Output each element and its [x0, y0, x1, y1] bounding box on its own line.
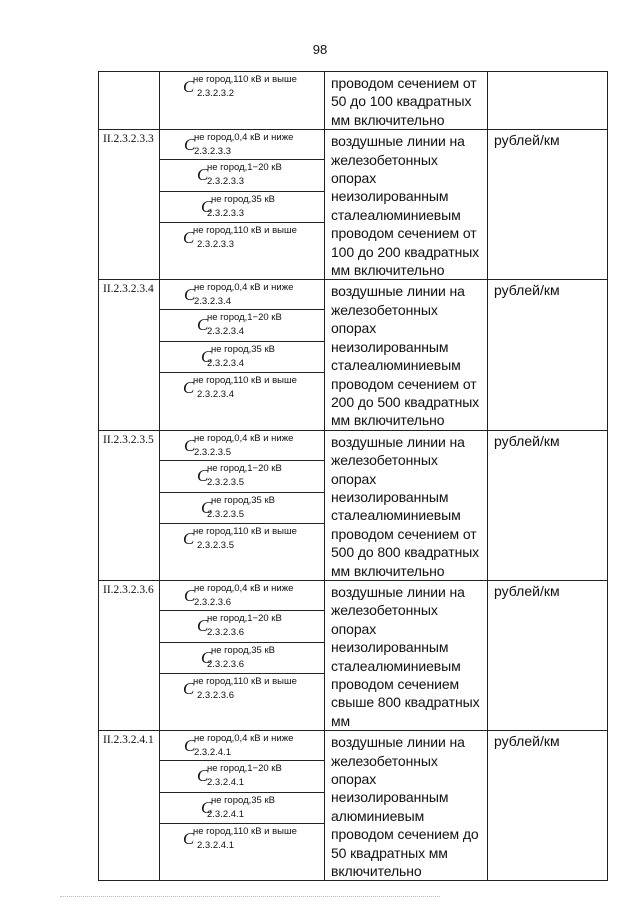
- formula-cell: [160, 280, 325, 430]
- formula-superscript: не город,35 кВ: [211, 494, 275, 506]
- item-code: II.2.3.2.4.1: [99, 731, 160, 881]
- formula-superscript: не город,35 кВ: [211, 194, 275, 206]
- formula-symbol: C: [184, 736, 196, 756]
- formula-subcell: [160, 192, 324, 223]
- formula-superscript: не город,110 кВ и выше: [193, 225, 297, 237]
- formula-subscript: 2.3.2.3.5: [207, 476, 244, 488]
- formula-subscript: 2.3.2.3.6: [194, 596, 231, 608]
- page-number: 98: [312, 42, 328, 57]
- formula-symbol: C: [183, 378, 195, 398]
- formula-subscript: 2.3.2.4.1: [197, 840, 234, 852]
- formula-superscript: не город,35 кВ: [211, 644, 275, 656]
- formula-subcell: [160, 280, 324, 310]
- table-row: [99, 280, 608, 430]
- formula-subscript: 2.3.2.3.5: [207, 508, 244, 520]
- formula-symbol: C: [197, 465, 209, 485]
- formula-subscript: 2.3.2.4.1: [207, 777, 244, 789]
- formula-subcell: [160, 72, 324, 101]
- formula-symbol: C: [197, 315, 209, 335]
- formula-symbol: C: [183, 228, 195, 248]
- formula-subscript: 2.3.2.3.3: [207, 176, 244, 188]
- formula-subscript: 2.3.2.3.3: [207, 208, 244, 220]
- formula-symbol: C: [201, 647, 213, 667]
- formula-symbol: C: [184, 135, 196, 155]
- formula-superscript: не город,1−20 кВ: [207, 763, 282, 775]
- formula-superscript: не город,0,4 кВ и ниже: [194, 132, 294, 144]
- formula-cell: [160, 72, 325, 130]
- formula-subscript: 2.3.2.3.3: [197, 239, 234, 251]
- formula-symbol: C: [201, 497, 213, 517]
- formula-subscript: 2.3.2.3.6: [207, 658, 244, 670]
- formula-subcell: [160, 223, 324, 271]
- formula-symbol: C: [201, 798, 213, 818]
- formula-subscript: 2.3.2.3.6: [197, 689, 234, 701]
- item-code: [99, 72, 160, 130]
- formula-symbol: C: [197, 766, 209, 786]
- formula-symbol: C: [184, 435, 196, 455]
- formula-subscript: 2.3.2.3.5: [197, 539, 234, 551]
- formula-subcell: [160, 793, 324, 824]
- formula-subcell: [160, 824, 324, 872]
- formula-superscript: не город,1−20 кВ: [207, 162, 282, 174]
- formula-subscript: 2.3.2.3.5: [194, 446, 231, 458]
- item-description: воздушные линии на железобетонных опорах неизолированным алюминиевым проводом сечением до 50 квадратных мм включительно: [325, 731, 488, 881]
- formula-symbol: C: [197, 615, 209, 635]
- formula-subcell: [160, 130, 324, 160]
- unit-of-measure: рублей/км: [488, 731, 608, 881]
- formula-subscript: 2.3.2.3.4: [194, 296, 231, 308]
- formula-symbol: C: [183, 77, 195, 96]
- item-description: воздушные линии на железобетонных опорах неизолированным сталеалюминиевым проводом сечением от 100 до 200 квадратных мм включительно: [325, 130, 488, 280]
- formula-subcell: [160, 611, 324, 643]
- unit-of-measure: [488, 72, 608, 130]
- formula-cell: [160, 580, 325, 730]
- formula-symbol: C: [183, 678, 195, 698]
- formula-superscript: не город,110 кВ и выше: [193, 826, 297, 838]
- formula-subcell: [160, 310, 324, 342]
- item-description: проводом сечением от 50 до 100 квадратных мм включительно: [325, 72, 488, 130]
- formula-superscript: не город,0,4 кВ и ниже: [194, 432, 294, 444]
- item-code: II.2.3.2.3.3: [99, 130, 160, 280]
- formula-superscript: не город,110 кВ и выше: [193, 675, 297, 687]
- table-row: [99, 580, 608, 730]
- formula-superscript: не город,1−20 кВ: [207, 312, 282, 324]
- formula-superscript: не город,0,4 кВ и ниже: [194, 282, 294, 294]
- formula-subscript: 2.3.2.3.6: [207, 626, 244, 638]
- item-description: воздушные линии на железобетонных опорах неизолированным сталеалюминиевым проводом сечением свыше 800 квадратных мм: [325, 580, 488, 730]
- item-description: воздушные линии на железобетонных опорах неизолированным сталеалюминиевым проводом сечением от 500 до 800 квадратных мм включительно: [325, 430, 488, 580]
- item-code: II.2.3.2.3.6: [99, 580, 160, 730]
- formula-subcell: [160, 674, 324, 722]
- item-code: II.2.3.2.3.4: [99, 280, 160, 430]
- formula-subcell: [160, 493, 324, 524]
- formula-subscript: 2.3.2.3.4: [207, 358, 244, 370]
- unit-of-measure: рублей/км: [488, 280, 608, 430]
- table-row: [99, 130, 608, 280]
- formula-symbol: C: [184, 585, 196, 605]
- formula-subscript: 2.3.2.3.4: [207, 326, 244, 338]
- tariff-table-body: [99, 72, 608, 881]
- formula-subscript: 2.3.2.3.4: [197, 389, 234, 401]
- formula-superscript: не город,1−20 кВ: [207, 462, 282, 474]
- formula-symbol: C: [184, 285, 196, 305]
- formula-subscript: 2.3.2.3.2: [197, 88, 234, 99]
- formula-symbol: C: [201, 347, 213, 367]
- item-description: воздушные линии на железобетонных опорах неизолированным сталеалюминиевым проводом сечением от 200 до 500 квадратных мм включительно: [325, 280, 488, 430]
- formula-symbol: C: [183, 528, 195, 548]
- tariff-table: [98, 71, 608, 881]
- formula-subcell: [160, 731, 324, 761]
- formula-symbol: C: [197, 165, 209, 185]
- table-row: [99, 72, 608, 130]
- formula-symbol: C: [183, 829, 195, 849]
- formula-superscript: не город,0,4 кВ и ниже: [194, 582, 294, 594]
- formula-subcell: [160, 160, 324, 192]
- formula-superscript: не город,110 кВ и выше: [193, 525, 297, 537]
- unit-of-measure: рублей/км: [488, 430, 608, 580]
- formula-subcell: [160, 373, 324, 421]
- formula-superscript: не город,1−20 кВ: [207, 612, 282, 624]
- formula-superscript: не город,110 кВ и выше: [193, 375, 297, 387]
- formula-symbol: C: [201, 197, 213, 217]
- formula-superscript: не город,0,4 кВ и ниже: [194, 733, 294, 745]
- formula-cell: [160, 130, 325, 280]
- table-row: [99, 430, 608, 580]
- formula-subscript: 2.3.2.4.1: [194, 747, 231, 759]
- table-row: [99, 731, 608, 881]
- formula-superscript: не город,35 кВ: [211, 795, 275, 807]
- formula-subcell: [160, 643, 324, 674]
- formula-subcell: [160, 524, 324, 572]
- formula-cell: [160, 430, 325, 580]
- page-bottom-rule: [60, 896, 440, 897]
- formula-subcell: [160, 431, 324, 461]
- unit-of-measure: рублей/км: [488, 580, 608, 730]
- formula-subcell: [160, 342, 324, 373]
- formula-cell: [160, 731, 325, 881]
- unit-of-measure: рублей/км: [488, 130, 608, 280]
- formula-subcell: [160, 761, 324, 793]
- formula-subscript: 2.3.2.4.1: [207, 809, 244, 821]
- formula-subscript: 2.3.2.3.3: [194, 146, 231, 158]
- formula-superscript: не город,110 кВ и выше: [193, 74, 297, 85]
- formula-subcell: [160, 581, 324, 611]
- formula-superscript: не город,35 кВ: [211, 344, 275, 356]
- item-code: II.2.3.2.3.5: [99, 430, 160, 580]
- formula-subcell: [160, 461, 324, 493]
